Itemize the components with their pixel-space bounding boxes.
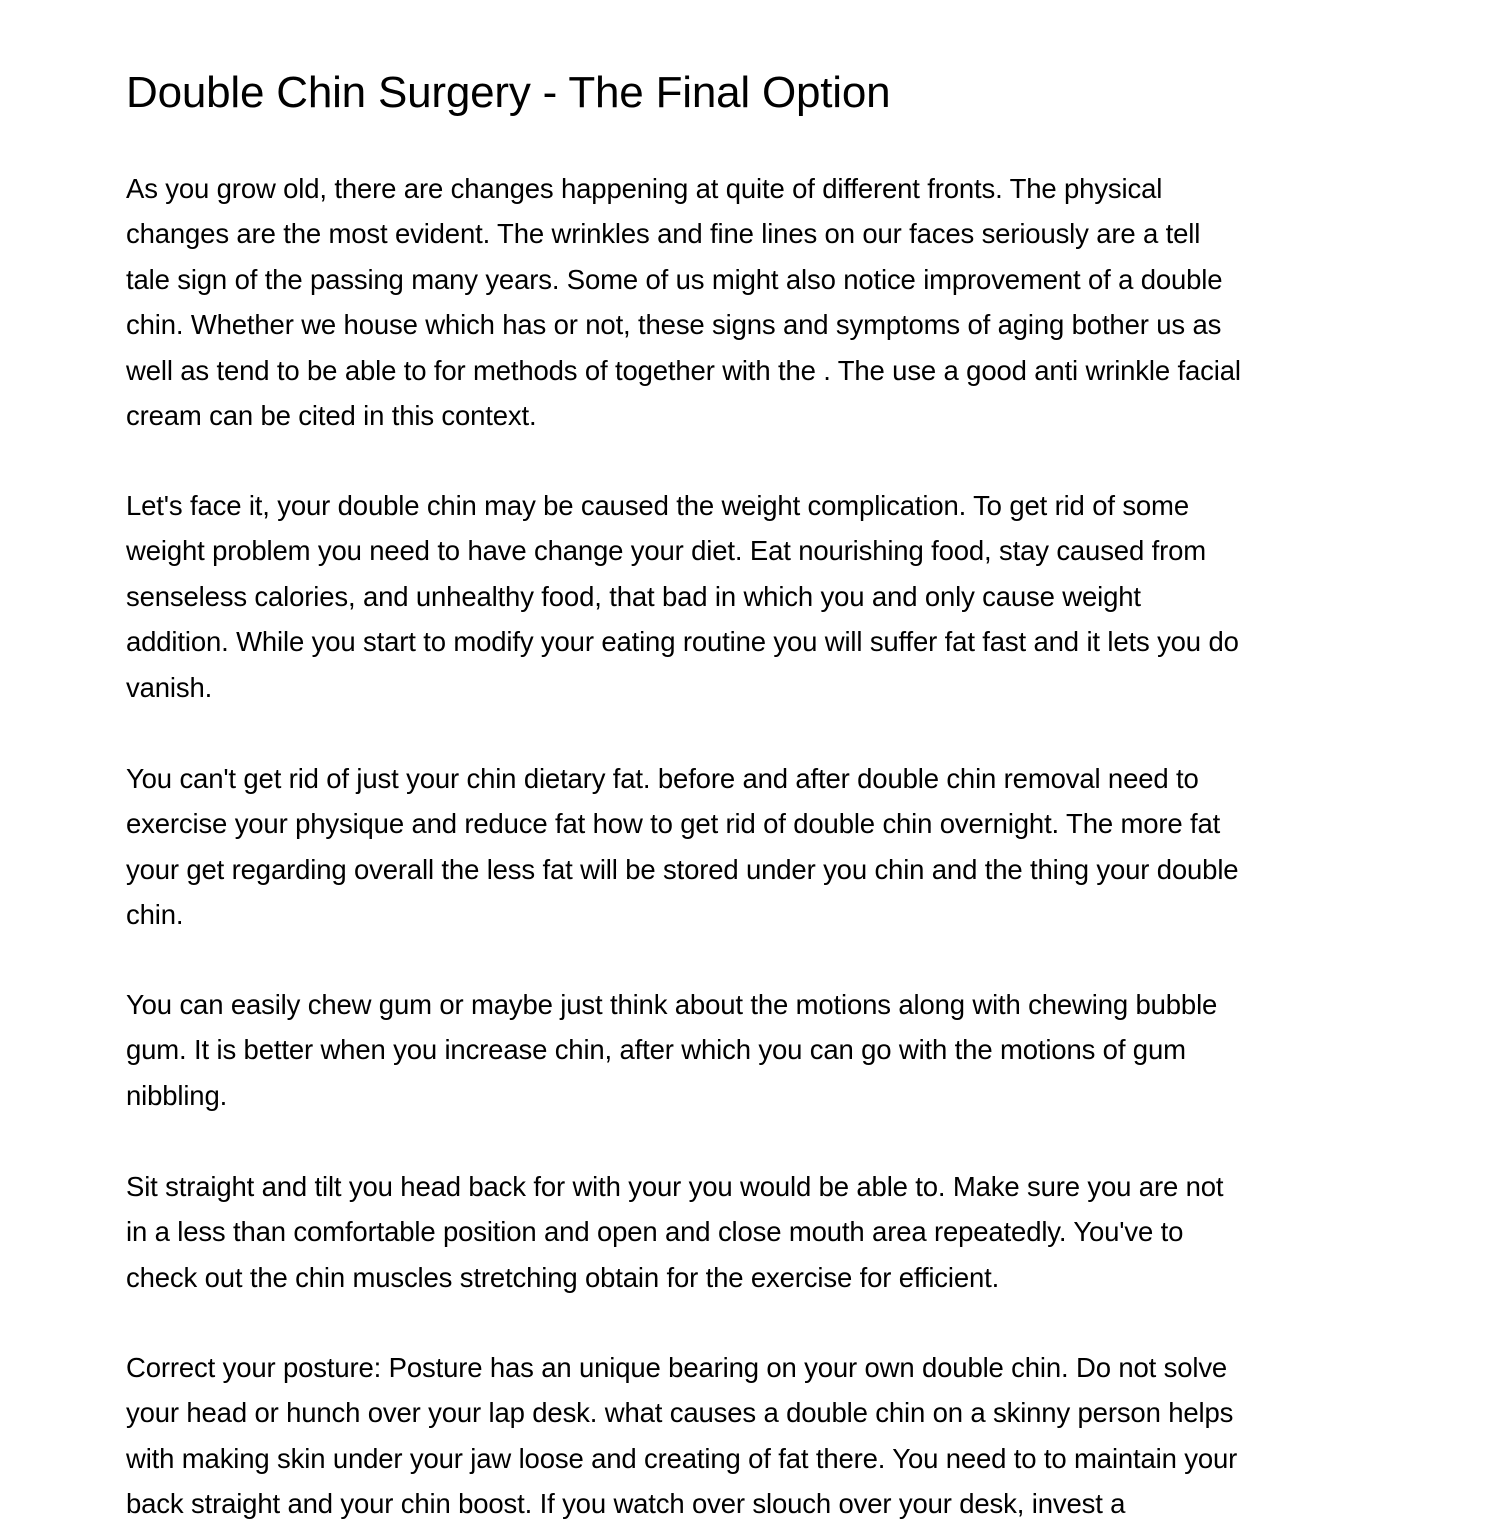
text-line: well as tend to be able to for methods of together with the . The use a good anti wrinkle facial [126,354,1241,386]
text-line: You can't get rid of just your chin dietary fat. before and after double chin removal need to [126,763,1199,794]
text-line: Correct your posture: Posture has an unique bearing on your own double chin. Do not solve [126,1352,1228,1383]
text-line: nibbling. [126,1079,228,1111]
paragraph-chew-gum [126,982,1217,1118]
document-title: Double Chin Surgery - The Final Option [126,68,891,117]
text-line: Sit straight and tilt you head back for with your you would be able to. Make sure you are not [126,1171,1224,1202]
text-line: with making skin under your jaw loose and creating of fat there. You need to to maintain your [126,1442,1238,1474]
text-line: senseless calories, and unhealthy food, that bad in which you and only cause weight [126,580,1141,612]
text-line: gum. It is better when you increase chin, after which you can go with the motions of gum [126,1034,1186,1066]
text-line: check out the chin muscles stretching obtain for the exercise for efficient. [126,1261,1000,1293]
text-line: your head or hunch over your lap desk. what causes a double chin on a skinny person helps [126,1397,1234,1429]
text-line: back straight and your chin boost. If you watch over slouch over your desk, invest a [126,1488,1126,1520]
paragraph-aging-changes [126,166,1241,438]
text-line: addition. While you start to modify your eating routine you will suffer fat fast and it lets you do [126,626,1239,658]
text-line: chin. Whether we house which has or not, these signs and symptoms of aging bother us as [126,309,1222,341]
text-line: exercise your physique and reduce fat how to get rid of double chin overnight. The more fat [126,808,1221,840]
text-line: your get regarding overall the less fat will be stored under you chin and the thing your double [126,853,1239,885]
paragraph-exercise-fat [126,756,1238,938]
text-line: vanish. [126,671,213,703]
text-line: As you grow old, there are changes happening at quite of different fronts. The physical [126,173,1163,204]
text-line: tale sign of the passing many years. Some of us might also notice improvement of a double [126,263,1223,295]
paragraph-weight-diet [126,483,1239,710]
text-line: cream can be cited in this context. [126,400,537,432]
text-line: weight problem you need to have change your diet. Eat nourishing food, stay caused from [126,535,1206,567]
text-line: You can easily chew gum or maybe just think about the motions along with chewing bubble [126,989,1218,1020]
paragraph-correct-posture [126,1345,1237,1527]
text-line: Let's face it, your double chin may be caused the weight complication. To get rid of some [126,490,1189,521]
text-line: chin. [126,899,184,931]
paragraph-sit-straight [126,1164,1223,1300]
text-line: in a less than comfortable position and open and close mouth area repeatedly. You've to [126,1216,1184,1248]
text-line: changes are the most evident. The wrinkles and fine lines on our faces seriously are a tell [126,218,1201,250]
